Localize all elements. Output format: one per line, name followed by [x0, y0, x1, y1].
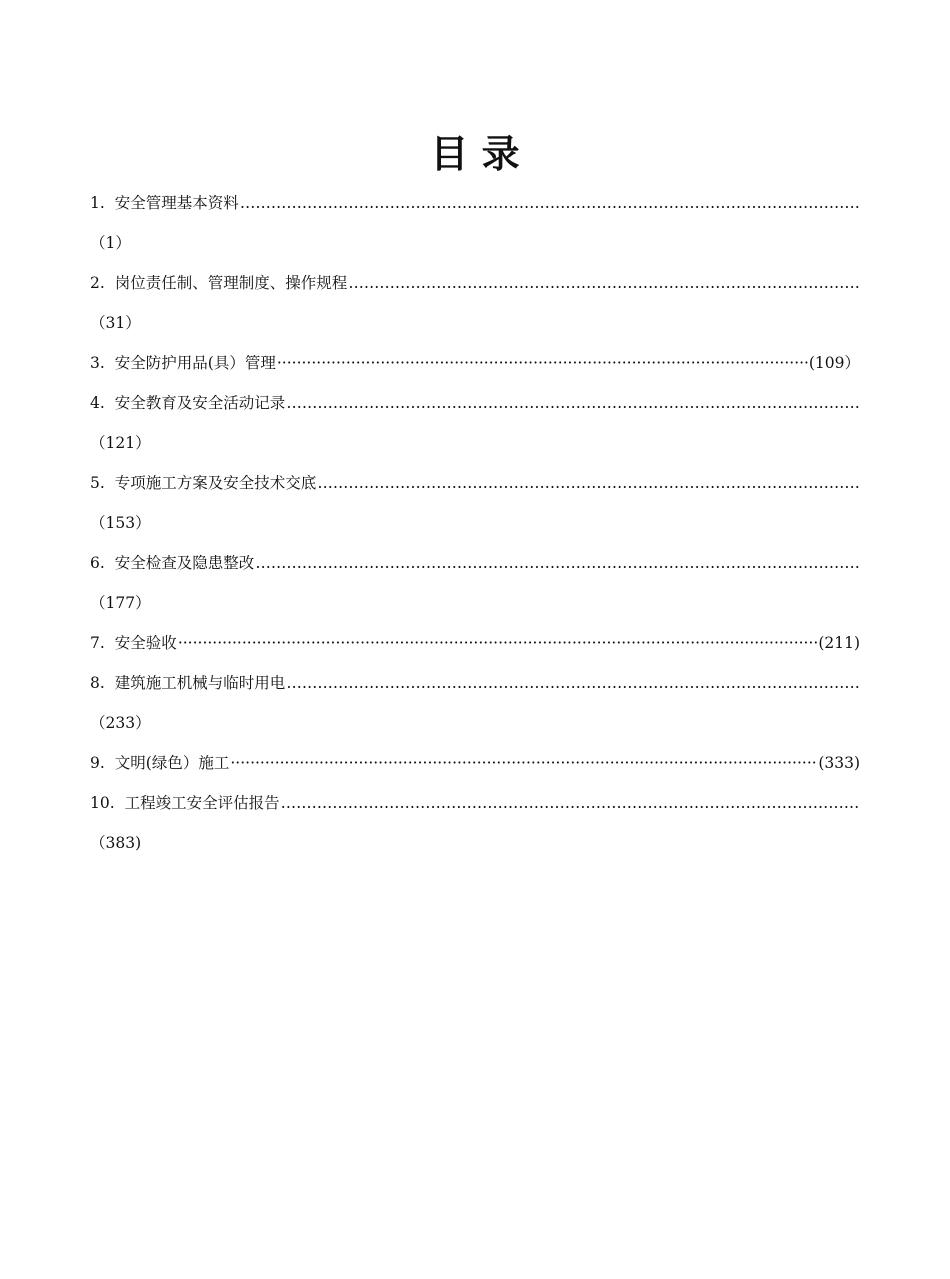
toc-entry-number: 8. [90, 674, 105, 692]
toc-entry-page: （233） [90, 714, 151, 732]
toc-entry-text: 专项施工方案及安全技术交底 [114, 474, 317, 492]
toc-entry-text: 工程竣工安全评估报告 [124, 794, 280, 812]
toc-entry [90, 390, 860, 430]
toc-leader-dots [317, 470, 860, 496]
toc-entry-number: 6. [90, 554, 105, 572]
toc-leader-dots [277, 350, 809, 376]
toc-entry-text: 安全检查及隐患整改 [114, 554, 255, 572]
toc-entry-page: （1） [90, 234, 131, 252]
toc-entry-page: (333) [818, 754, 860, 772]
toc-entry-page: （31） [90, 314, 141, 332]
toc-entry-number: 9. [90, 754, 105, 772]
toc-leader-dots [286, 390, 860, 416]
toc-entry [90, 550, 860, 590]
toc-entry-number: 5. [90, 474, 105, 492]
toc-entry-number: 1. [90, 194, 105, 212]
toc-leader-dots [286, 670, 860, 696]
toc-entry [90, 270, 860, 310]
toc-entry-page: （153） [90, 514, 151, 532]
toc-entry [90, 790, 860, 830]
toc-entry-page: （177） [90, 594, 151, 612]
toc-list [90, 190, 860, 870]
toc-entry [90, 750, 860, 790]
toc-entry [90, 350, 860, 390]
toc-leader-dots [348, 270, 860, 296]
toc-leader-dots [281, 790, 860, 816]
toc-entry-number: 3. [90, 354, 105, 372]
toc-leader-dots [240, 190, 860, 216]
toc-entry-number: 4. [90, 394, 105, 412]
toc-entry [90, 470, 860, 510]
toc-entry-text: 安全验收 [114, 634, 177, 652]
toc-title: 目 录 [430, 131, 520, 176]
toc-entry-text: 建筑施工机械与临时用电 [114, 674, 286, 692]
toc-entry-text: 岗位责任制、管理制度、操作规程 [114, 274, 348, 292]
toc-leader-dots [230, 750, 818, 776]
toc-entry-number: 2. [90, 274, 105, 292]
toc-entry-number: 7. [90, 634, 105, 652]
toc-entry-page: （383) [90, 834, 142, 852]
toc-entry [90, 190, 860, 230]
toc-entry-page: (109） [808, 354, 860, 372]
toc-leader-dots [178, 630, 819, 656]
toc-entry [90, 630, 860, 670]
toc-entry-number: 10. [90, 794, 115, 812]
toc-entry [90, 670, 860, 710]
toc-entry-text: 安全管理基本资料 [114, 194, 239, 212]
toc-entry-page: （121） [90, 434, 151, 452]
toc-entry-text: 文明(绿色）施工 [114, 754, 230, 772]
toc-entry-text: 安全防护用品(具）管理 [114, 354, 276, 372]
toc-leader-dots [255, 550, 860, 576]
toc-entry-text: 安全教育及安全活动记录 [114, 394, 286, 412]
toc-entry-page: (211) [818, 634, 860, 652]
